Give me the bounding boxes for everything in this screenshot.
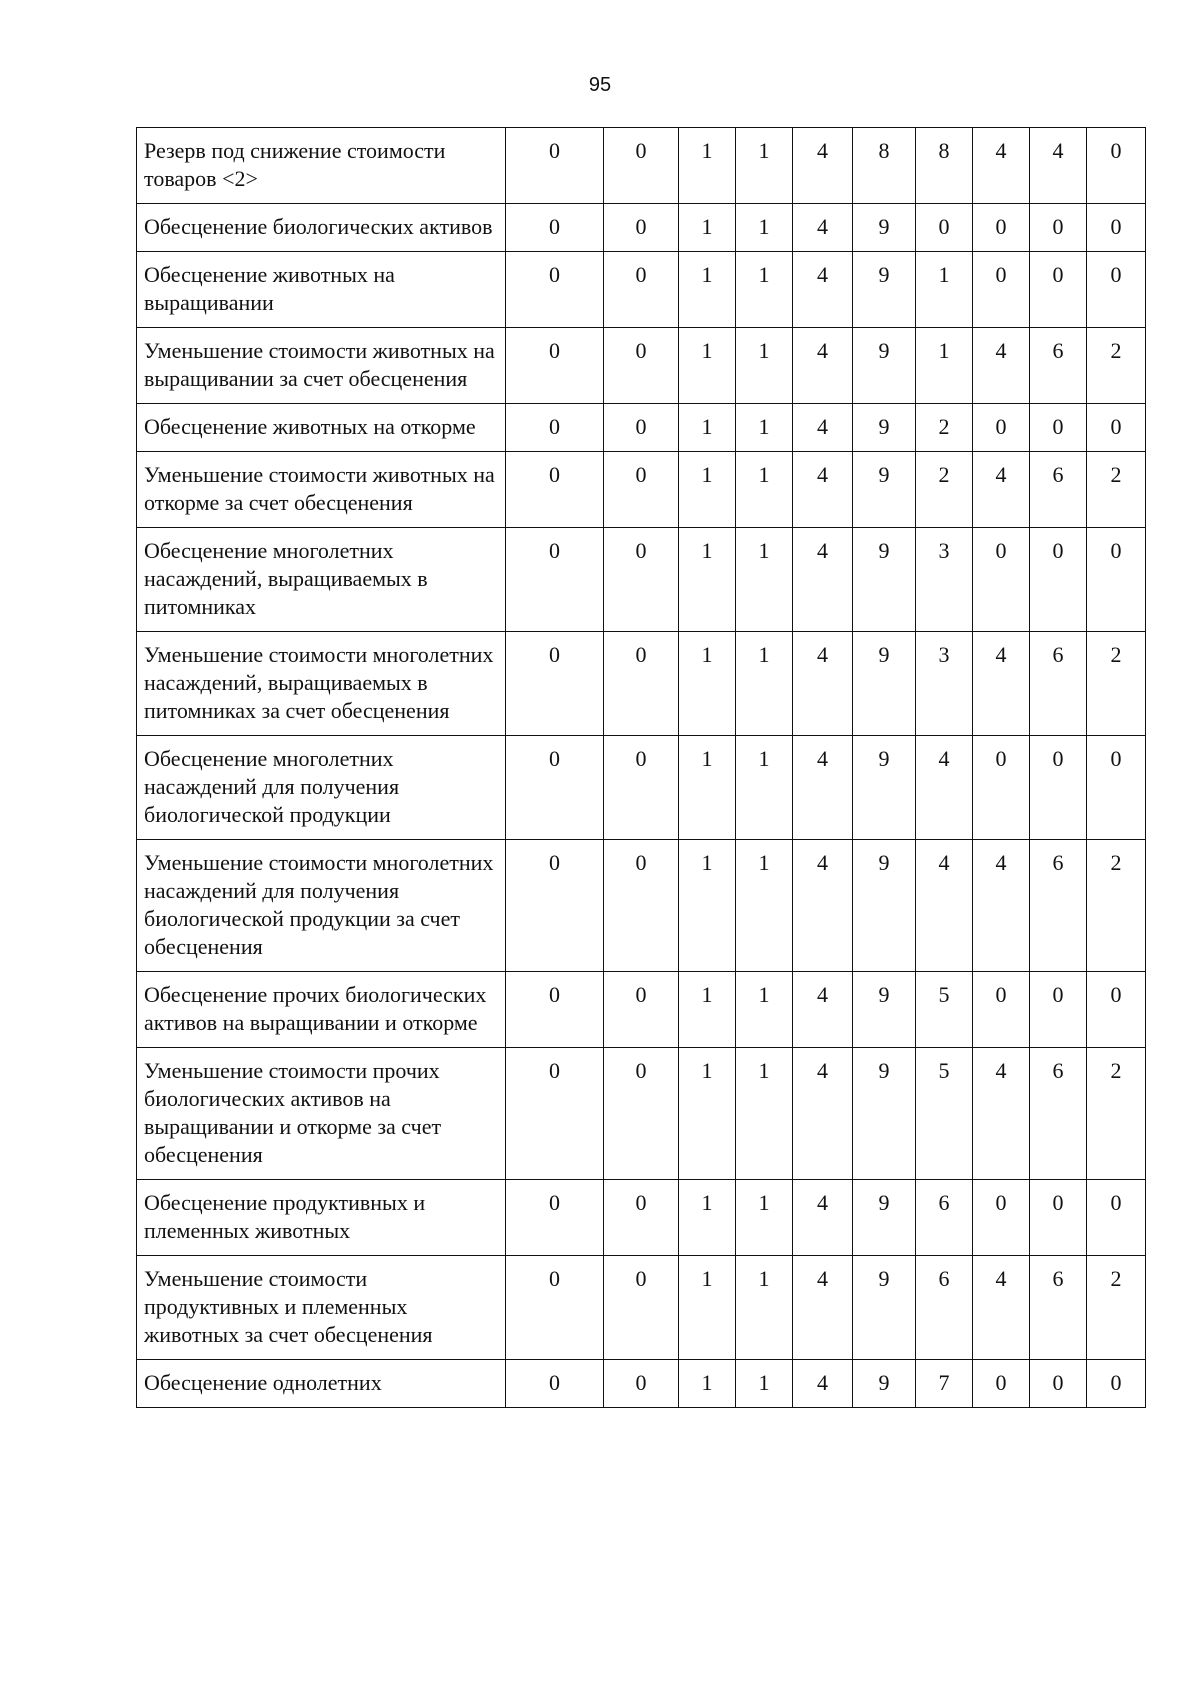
code-digit: 4 — [973, 452, 1030, 528]
code-table — [136, 127, 1146, 1408]
code-digit: 1 — [736, 252, 793, 328]
code-digit: 1 — [679, 328, 736, 404]
code-digit: 0 — [506, 840, 604, 972]
code-digit: 0 — [1087, 204, 1146, 252]
code-digit: 6 — [1030, 452, 1087, 528]
row-label: Обесценение животных на выращивании — [137, 252, 506, 328]
code-digit: 0 — [604, 528, 679, 632]
code-digit: 1 — [679, 128, 736, 204]
code-digit: 9 — [853, 404, 916, 452]
code-digit: 6 — [1030, 1256, 1087, 1360]
code-digit: 4 — [793, 452, 853, 528]
code-digit: 4 — [793, 404, 853, 452]
code-digit: 1 — [679, 204, 736, 252]
row-label: Уменьшение стоимости многолетних насаждений, выращиваемых в питомниках за счет обесценения — [137, 632, 506, 736]
code-digit: 6 — [1030, 840, 1087, 972]
code-digit: 4 — [793, 1360, 853, 1408]
code-digit: 1 — [736, 528, 793, 632]
code-digit: 1 — [679, 1256, 736, 1360]
row-label: Уменьшение стоимости многолетних насаждений для получения биологической продукции за счет обесценения — [137, 840, 506, 972]
row-label: Обесценение прочих биологических активов на выращивании и откорме — [137, 972, 506, 1048]
code-digit: 9 — [853, 1048, 916, 1180]
code-digit: 0 — [1087, 252, 1146, 328]
code-digit: 0 — [604, 972, 679, 1048]
code-digit: 0 — [506, 736, 604, 840]
code-digit: 1 — [679, 252, 736, 328]
code-digit: 0 — [1030, 1360, 1087, 1408]
code-digit: 6 — [1030, 632, 1087, 736]
row-label: Обесценение животных на откорме — [137, 404, 506, 452]
code-digit: 1 — [679, 452, 736, 528]
code-digit: 0 — [1030, 972, 1087, 1048]
row-label: Уменьшение стоимости животных на откорме за счет обесценения — [137, 452, 506, 528]
code-digit: 8 — [853, 128, 916, 204]
table-row — [137, 528, 1146, 632]
code-digit: 4 — [793, 1048, 853, 1180]
code-digit: 9 — [853, 1256, 916, 1360]
code-digit: 8 — [916, 128, 973, 204]
code-digit: 2 — [916, 404, 973, 452]
table-row — [137, 972, 1146, 1048]
code-digit: 1 — [736, 1256, 793, 1360]
row-label: Обесценение однолетних — [137, 1360, 506, 1408]
code-digit: 1 — [679, 840, 736, 972]
code-digit: 0 — [506, 1180, 604, 1256]
row-label: Резерв под снижение стоимости товаров <2> — [137, 128, 506, 204]
code-digit: 0 — [973, 404, 1030, 452]
code-digit: 1 — [679, 972, 736, 1048]
code-digit: 1 — [679, 632, 736, 736]
table-row — [137, 736, 1146, 840]
code-digit: 0 — [973, 252, 1030, 328]
code-digit: 4 — [793, 328, 853, 404]
table-row — [137, 452, 1146, 528]
row-label: Уменьшение стоимости прочих биологических активов на выращивании и откорме за счет обесценения — [137, 1048, 506, 1180]
row-label: Обесценение биологических активов — [137, 204, 506, 252]
code-digit: 1 — [736, 204, 793, 252]
code-digit: 0 — [604, 328, 679, 404]
code-digit: 2 — [1087, 1256, 1146, 1360]
code-digit: 9 — [853, 972, 916, 1048]
code-digit: 1 — [736, 328, 793, 404]
code-digit: 0 — [604, 1360, 679, 1408]
code-digit: 4 — [793, 1256, 853, 1360]
code-digit: 1 — [736, 1180, 793, 1256]
code-digit: 0 — [604, 128, 679, 204]
code-digit: 6 — [1030, 328, 1087, 404]
code-digit: 0 — [916, 204, 973, 252]
code-digit: 5 — [916, 1048, 973, 1180]
code-digit: 4 — [793, 528, 853, 632]
code-digit: 0 — [506, 328, 604, 404]
table-row — [137, 1360, 1146, 1408]
code-digit: 1 — [679, 404, 736, 452]
code-digit: 1 — [916, 328, 973, 404]
table-row — [137, 128, 1146, 204]
page-number: 95 — [588, 74, 612, 96]
code-digit: 9 — [853, 252, 916, 328]
row-label: Обесценение многолетних насаждений, выращиваемых в питомниках — [137, 528, 506, 632]
code-digit: 1 — [736, 1048, 793, 1180]
row-label: Обесценение многолетних насаждений для получения биологической продукции — [137, 736, 506, 840]
code-digit: 4 — [973, 128, 1030, 204]
code-digit: 9 — [853, 632, 916, 736]
code-digit: 1 — [736, 1360, 793, 1408]
table-row — [137, 252, 1146, 328]
code-digit: 0 — [506, 404, 604, 452]
code-digit: 4 — [793, 840, 853, 972]
code-digit: 0 — [604, 452, 679, 528]
code-digit: 4 — [793, 632, 853, 736]
code-digit: 0 — [1087, 1180, 1146, 1256]
code-digit: 4 — [973, 840, 1030, 972]
code-digit: 0 — [506, 252, 604, 328]
code-digit: 1 — [679, 528, 736, 632]
code-digit: 4 — [793, 204, 853, 252]
code-digit: 9 — [853, 1180, 916, 1256]
code-digit: 0 — [604, 1180, 679, 1256]
code-digit: 4 — [793, 1180, 853, 1256]
table-row — [137, 632, 1146, 736]
code-digit: 0 — [506, 1048, 604, 1180]
code-digit: 0 — [1087, 972, 1146, 1048]
code-digit: 0 — [1087, 404, 1146, 452]
code-digit: 7 — [916, 1360, 973, 1408]
code-digit: 0 — [1087, 736, 1146, 840]
code-digit: 1 — [736, 452, 793, 528]
code-digit: 2 — [916, 452, 973, 528]
code-digit: 0 — [604, 736, 679, 840]
code-digit: 0 — [506, 452, 604, 528]
code-digit: 9 — [853, 204, 916, 252]
code-digit: 1 — [679, 1360, 736, 1408]
table-row — [137, 204, 1146, 252]
code-digit: 4 — [973, 1256, 1030, 1360]
code-digit: 4 — [793, 252, 853, 328]
code-digit: 0 — [604, 1256, 679, 1360]
code-digit: 1 — [679, 736, 736, 840]
table-row — [137, 328, 1146, 404]
code-digit: 9 — [853, 528, 916, 632]
code-digit: 9 — [853, 840, 916, 972]
code-digit: 0 — [1030, 404, 1087, 452]
code-digit: 4 — [916, 736, 973, 840]
row-label: Уменьшение стоимости животных на выращивании за счет обесценения — [137, 328, 506, 404]
table-row — [137, 840, 1146, 972]
row-label: Обесценение продуктивных и племенных животных — [137, 1180, 506, 1256]
code-digit: 6 — [1030, 1048, 1087, 1180]
code-digit: 4 — [916, 840, 973, 972]
code-digit: 4 — [973, 328, 1030, 404]
code-digit: 0 — [604, 1048, 679, 1180]
code-digit: 2 — [1087, 632, 1146, 736]
code-digit: 2 — [1087, 840, 1146, 972]
code-digit: 0 — [506, 204, 604, 252]
code-digit: 0 — [506, 972, 604, 1048]
code-digit: 1 — [736, 840, 793, 972]
code-digit: 2 — [1087, 1048, 1146, 1180]
code-digit: 4 — [793, 972, 853, 1048]
code-digit: 4 — [793, 736, 853, 840]
code-digit: 5 — [916, 972, 973, 1048]
code-digit: 4 — [793, 128, 853, 204]
code-digit: 0 — [604, 840, 679, 972]
code-digit: 0 — [1030, 204, 1087, 252]
code-digit: 0 — [506, 528, 604, 632]
code-digit: 3 — [916, 632, 973, 736]
code-digit: 0 — [506, 128, 604, 204]
code-digit: 0 — [1030, 252, 1087, 328]
code-digit: 1 — [736, 404, 793, 452]
code-digit: 0 — [506, 632, 604, 736]
table-body — [137, 128, 1146, 1408]
code-digit: 0 — [973, 204, 1030, 252]
table-row — [137, 1048, 1146, 1180]
code-digit: 1 — [679, 1180, 736, 1256]
code-digit: 1 — [736, 736, 793, 840]
table-row — [137, 404, 1146, 452]
code-digit: 0 — [604, 632, 679, 736]
code-digit: 0 — [973, 736, 1030, 840]
code-digit: 0 — [973, 528, 1030, 632]
code-digit: 0 — [1087, 1360, 1146, 1408]
code-digit: 2 — [1087, 452, 1146, 528]
table-row — [137, 1180, 1146, 1256]
code-digit: 0 — [973, 972, 1030, 1048]
table-row — [137, 1256, 1146, 1360]
code-digit: 3 — [916, 528, 973, 632]
code-digit: 9 — [853, 736, 916, 840]
code-digit: 4 — [1030, 128, 1087, 204]
code-digit: 0 — [1087, 128, 1146, 204]
code-digit: 6 — [916, 1256, 973, 1360]
code-digit: 9 — [853, 328, 916, 404]
code-digit: 0 — [604, 404, 679, 452]
code-digit: 0 — [604, 204, 679, 252]
code-digit: 0 — [604, 252, 679, 328]
code-digit: 9 — [853, 1360, 916, 1408]
code-digit: 6 — [916, 1180, 973, 1256]
code-digit: 1 — [679, 1048, 736, 1180]
code-digit: 0 — [506, 1360, 604, 1408]
code-digit: 1 — [916, 252, 973, 328]
code-digit: 1 — [736, 972, 793, 1048]
code-digit: 0 — [1030, 528, 1087, 632]
code-digit: 0 — [973, 1180, 1030, 1256]
code-digit: 0 — [1030, 736, 1087, 840]
code-digit: 0 — [1030, 1180, 1087, 1256]
code-digit: 2 — [1087, 328, 1146, 404]
code-digit: 0 — [973, 1360, 1030, 1408]
row-label: Уменьшение стоимости продуктивных и племенных животных за счет обесценения — [137, 1256, 506, 1360]
code-digit: 0 — [506, 1256, 604, 1360]
code-digit: 0 — [1087, 528, 1146, 632]
code-digit: 9 — [853, 452, 916, 528]
code-digit: 4 — [973, 1048, 1030, 1180]
code-digit: 4 — [973, 632, 1030, 736]
code-digit: 1 — [736, 632, 793, 736]
code-digit: 1 — [736, 128, 793, 204]
